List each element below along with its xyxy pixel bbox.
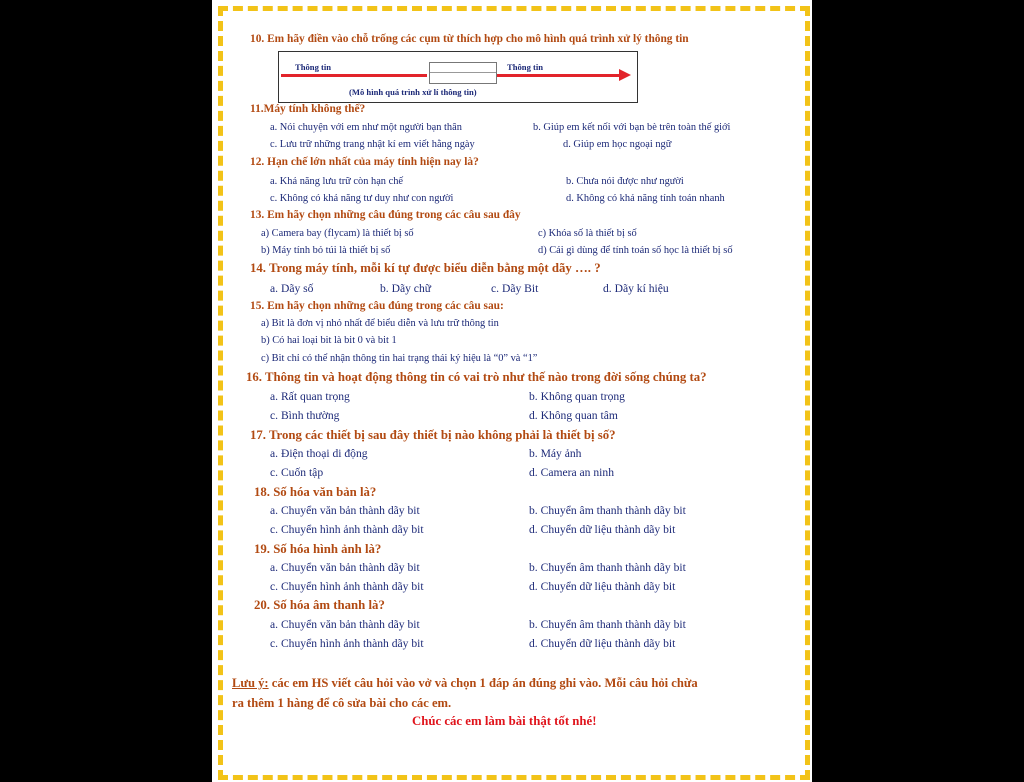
q17-option-c: c. Cuốn tập [270, 466, 324, 479]
q14-option-d: d. Dãy kí hiệu [603, 282, 669, 295]
q19-option-c: c. Chuyển hình ảnh thành dãy bit [270, 580, 424, 593]
input-arrow [281, 74, 427, 77]
q15-option-b: b) Có hai loại bit là bit 0 và bit 1 [261, 335, 397, 346]
note-label: Lưu ý: [232, 676, 269, 690]
question-13-title: 13. Em hãy chọn những câu đúng trong các câu sau đây [250, 209, 521, 221]
closing-wish: Chúc các em làm bài thật tốt nhé! [412, 714, 597, 728]
q16-option-c: c. Bình thường [270, 409, 340, 422]
question-17-title: 17. Trong các thiết bị sau đây thiết bị nào không phải là thiết bị số? [250, 428, 616, 442]
q11-option-b: b. Giúp em kết nối với bạn bè trên toàn thế giới [533, 122, 731, 133]
q20-option-d: d. Chuyển dữ liệu thành dãy bit [529, 637, 676, 650]
q19-option-d: d. Chuyển dữ liệu thành dãy bit [529, 580, 676, 593]
q19-option-a: a. Chuyển văn bản thành dãy bit [270, 561, 420, 574]
blank-line [430, 72, 496, 73]
q11-option-a: a. Nói chuyện với em như một người bạn thân [270, 122, 462, 133]
output-arrow [497, 74, 621, 77]
question-18-title: 18. Số hóa văn bản là? [254, 485, 377, 499]
q14-option-a: a. Dãy số [270, 282, 314, 295]
q12-option-a: a. Khả năng lưu trữ còn hạn chế [270, 176, 404, 187]
q18-option-d: d. Chuyển dữ liệu thành dãy bit [529, 523, 676, 536]
question-11-title: 11.Máy tính không thể? [250, 103, 366, 115]
q12-option-b: b. Chưa nói được như người [566, 176, 684, 187]
note-line-2: ra thêm 1 hàng để cô sửa bài cho các em. [232, 696, 452, 710]
q16-option-b: b. Không quan trọng [529, 390, 625, 403]
q13-option-b: b) Máy tính bỏ túi là thiết bị số [261, 245, 391, 256]
arrowhead-icon [619, 69, 631, 81]
q19-option-b: b. Chuyển âm thanh thành dãy bit [529, 561, 686, 574]
q15-option-a: a) Bit là đơn vị nhỏ nhất để biểu diễn và lưu trữ thông tin [261, 318, 499, 329]
q16-option-a: a. Rất quan trọng [270, 390, 350, 403]
q16-option-d: d. Không quan tâm [529, 409, 618, 422]
q18-option-b: b. Chuyển âm thanh thành dãy bit [529, 504, 686, 517]
q20-option-a: a. Chuyển văn bản thành dãy bit [270, 618, 420, 631]
q20-option-c: c. Chuyển hình ảnh thành dãy bit [270, 637, 424, 650]
q13-option-c: c) Khóa số là thiết bị số [538, 228, 637, 239]
worksheet-page [212, 0, 812, 782]
question-15-title: 15. Em hãy chọn những câu đúng trong các câu sau: [250, 300, 504, 312]
q18-option-a: a. Chuyển văn bản thành dãy bit [270, 504, 420, 517]
q20-option-b: b. Chuyển âm thanh thành dãy bit [529, 618, 686, 631]
note-line-1 [232, 676, 698, 691]
q15-option-c: c) Bit chỉ có thể nhận thông tin hai trạng thái ký hiệu là “0” và “1” [261, 353, 538, 364]
question-16-title: 16. Thông tin và hoạt động thông tin có vai trò như thế nào trong đời sống chúng ta? [246, 370, 707, 384]
q18-option-c: c. Chuyển hình ảnh thành dãy bit [270, 523, 424, 536]
q17-option-a: a. Điện thoại di động [270, 447, 368, 460]
question-12-title: 12. Hạn chế lớn nhất của máy tính hiện nay là? [250, 156, 479, 168]
diagram-right-label: Thông tin [507, 62, 544, 72]
note-text-1: các em HS viết câu hỏi vào vở và chọn 1 đáp án đúng ghi vào. Mỗi câu hỏi chừa [268, 676, 698, 690]
q12-option-c: c. Không có khả năng tư duy như con người [270, 193, 454, 204]
q12-option-d: d. Không có khả năng tính toán nhanh [566, 193, 725, 204]
diagram-left-label: Thông tin [295, 62, 332, 72]
q11-option-d: d. Giúp em học ngoại ngữ [563, 139, 672, 150]
q14-option-b: b. Dãy chữ [380, 282, 432, 295]
question-10-title: 10. Em hãy điền vào chỗ trống các cụm từ thích hợp cho mô hình quá trình xử lý thông tin [250, 33, 689, 45]
q13-option-d: d) Cái gì dùng để tính toán số học là thiết bị số [538, 245, 733, 256]
information-processing-diagram [278, 51, 638, 103]
q13-option-a: a) Camera bay (flycam) là thiết bị số [261, 228, 414, 239]
question-19-title: 19. Số hóa hình ảnh là? [254, 542, 382, 556]
question-14-title: 14. Trong máy tính, mỗi kí tự được biểu diễn bằng một dãy …. ? [250, 261, 601, 275]
processing-box [429, 62, 497, 84]
question-20-title: 20. Số hóa âm thanh là? [254, 598, 385, 612]
q14-option-c: c. Dãy Bit [491, 282, 539, 295]
q17-option-b: b. Máy ảnh [529, 447, 582, 460]
q11-option-c: c. Lưu trữ những trang nhật kí em viết hằng ngày [270, 139, 475, 150]
q17-option-d: d. Camera an ninh [529, 466, 614, 479]
diagram-caption: (Mô hình quá trình xử lí thông tin) [349, 87, 477, 97]
